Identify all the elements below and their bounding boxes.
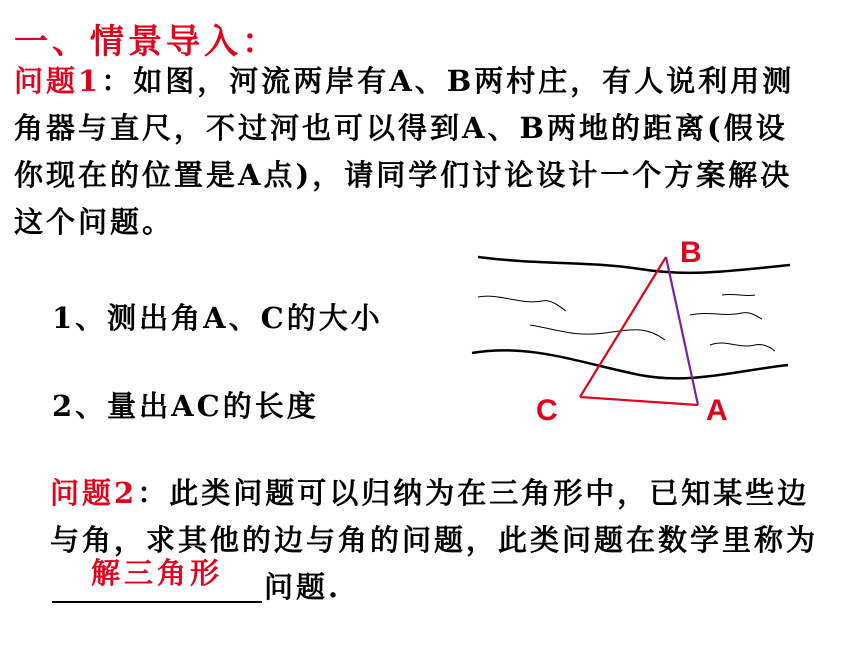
- segment-ab: [666, 257, 698, 405]
- section-title: 一、情景导入：: [14, 22, 280, 62]
- question-1: [14, 58, 814, 246]
- answer-blank: [52, 556, 262, 603]
- question-2: [50, 470, 820, 611]
- water-wave: [478, 296, 566, 311]
- point-b-label: B: [680, 236, 702, 269]
- question-2-suffix: 问题.: [264, 570, 342, 604]
- point-a-label: A: [706, 394, 728, 427]
- water-wave: [710, 343, 775, 351]
- question-2-label: 问题2: [50, 476, 138, 510]
- question-1-label: 问题1: [14, 64, 102, 98]
- water-wave: [530, 325, 665, 340]
- water-wave: [690, 313, 762, 319]
- answer-text: 解三角形: [90, 556, 223, 590]
- segment-ca: [580, 397, 698, 405]
- river-bank-lower: [472, 350, 788, 378]
- step-2: 2、量出AC的长度: [52, 389, 319, 423]
- point-c-label: C: [536, 394, 558, 427]
- question-1-text: ：如图，河流两岸有A、B两村庄，有人说利用测角器与直尺，不过河也可以得到A、B两地的距离(假设你现在的位置是A点)，请同学们讨论设计一个方案解决这个问题。: [14, 64, 795, 239]
- river-triangle-figure: [470, 235, 800, 420]
- step-1: 1、测出角A、C的大小: [52, 301, 383, 335]
- river-bank-upper: [478, 257, 790, 273]
- question-2-text: ：此类问题可以归纳为在三角形中，已知某些边与角，求其他的边与角的问题，此类问题在数学里称为: [50, 476, 819, 557]
- water-wave: [722, 294, 755, 295]
